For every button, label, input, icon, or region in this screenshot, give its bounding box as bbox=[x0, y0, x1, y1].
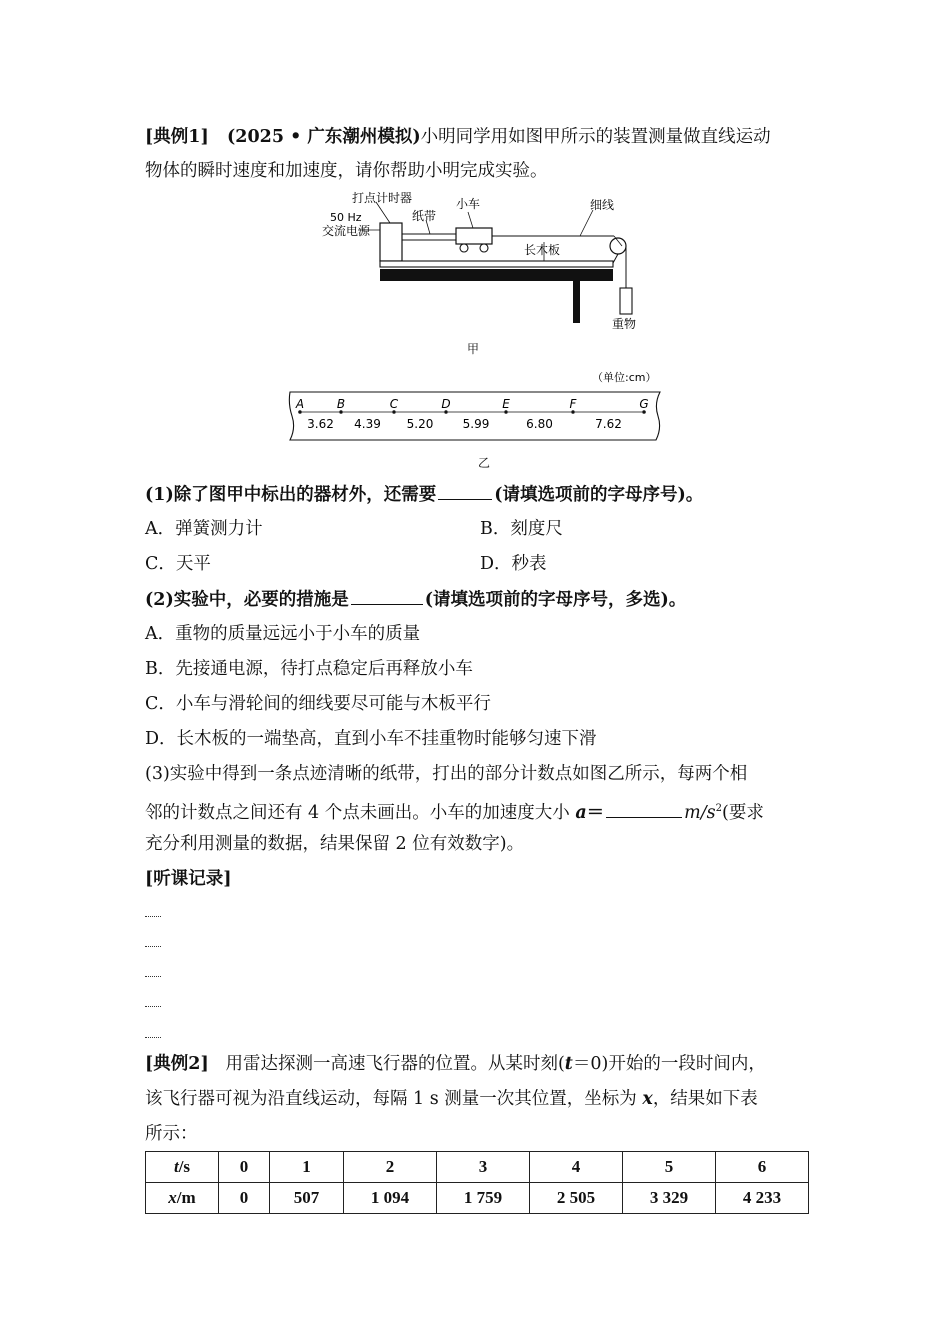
note-line[interactable] bbox=[145, 916, 161, 917]
cart-wheel bbox=[460, 244, 468, 252]
long-board bbox=[380, 261, 613, 267]
label-tape: 纸带 bbox=[412, 209, 437, 223]
point-label: D bbox=[441, 397, 451, 411]
label-timer: 打点计时器 bbox=[352, 191, 413, 205]
example2-line2: 该飞行器可视为沿直线运动，每隔 1 s 测量一次其位置，坐标为 x，结果如下表 bbox=[145, 1089, 758, 1109]
table-cell: 1 094 bbox=[344, 1183, 437, 1214]
figure-b-caption: 乙 bbox=[478, 456, 491, 470]
segment-distance: 6.80 bbox=[526, 417, 553, 431]
label-power: 交流电源 bbox=[322, 224, 371, 238]
label-board: 长木板 bbox=[524, 243, 561, 257]
table-cell: 5 bbox=[623, 1152, 716, 1183]
segment-distance: 7.62 bbox=[595, 417, 622, 431]
q1-option-c[interactable]: C．天平 bbox=[145, 554, 211, 574]
table-cell: 0 bbox=[219, 1152, 270, 1183]
figure-tape bbox=[282, 366, 672, 446]
unit-label: （单位:cm） bbox=[592, 371, 657, 384]
q2-option-c[interactable]: C．小车与滑轮间的细线要尽可能与木板平行 bbox=[145, 694, 491, 714]
example2-line3: 所示： bbox=[145, 1124, 198, 1144]
example1-line2: 物体的瞬时速度和加速度，请你帮助小明完成实验。 bbox=[145, 161, 548, 181]
example2-line1: [典例2] 用雷达探测一高速飞行器的位置。从某时刻(t＝0)开始的一段时间内， bbox=[145, 1054, 766, 1074]
q3-answer-blank[interactable] bbox=[606, 800, 682, 818]
example2-tag: [典例2] bbox=[145, 1054, 209, 1074]
thread-leader bbox=[580, 210, 593, 236]
segment-distance: 5.99 bbox=[462, 417, 490, 431]
point-label: C bbox=[389, 397, 399, 411]
cart-body bbox=[456, 228, 492, 244]
q3-line3: 充分利用测量的数据，结果保留 2 位有效数字)。 bbox=[145, 834, 525, 854]
q1-answer-blank[interactable] bbox=[438, 482, 492, 500]
example1-tag: [典例1] bbox=[145, 127, 209, 147]
note-line[interactable] bbox=[145, 946, 161, 947]
q2-option-a[interactable]: A．重物的质量远远小于小车的质量 bbox=[145, 624, 421, 644]
table-cell: 6 bbox=[716, 1152, 809, 1183]
table-top bbox=[380, 269, 613, 281]
figure-apparatus bbox=[318, 190, 653, 340]
table-cell: 1 759 bbox=[437, 1183, 530, 1214]
table-cell: 4 bbox=[530, 1152, 623, 1183]
table-cell: 3 bbox=[437, 1152, 530, 1183]
note-line[interactable] bbox=[145, 976, 161, 977]
header-time: t/s bbox=[146, 1152, 219, 1183]
q2-option-d[interactable]: D．长木板的一端垫高，直到小车不挂重物时能够匀速下滑 bbox=[145, 729, 597, 749]
point-label: E bbox=[502, 397, 510, 411]
table-cell: 3 329 bbox=[623, 1183, 716, 1214]
label-power-freq: 50 Hz bbox=[330, 211, 362, 224]
timer-leader bbox=[376, 202, 390, 223]
segment-distance: 5.20 bbox=[406, 417, 434, 431]
point-label: B bbox=[336, 397, 346, 411]
table-cell: 507 bbox=[270, 1183, 344, 1214]
table-leg bbox=[573, 281, 580, 323]
q1-stem: (1)除了图甲中标出的器材外，还需要 (请填选项前的字母序号)。 bbox=[145, 482, 703, 507]
point-label: G bbox=[639, 397, 649, 411]
figure-a-caption: 甲 bbox=[467, 342, 480, 356]
q2-answer-blank[interactable] bbox=[351, 587, 423, 605]
q1-option-b[interactable]: B．刻度尺 bbox=[480, 519, 563, 539]
q1-option-a[interactable]: A．弹簧测力计 bbox=[145, 519, 263, 539]
table-cell: 0 bbox=[219, 1183, 270, 1214]
note-line[interactable] bbox=[145, 1037, 161, 1038]
table-cell: 4 233 bbox=[716, 1183, 809, 1214]
q3-line1: (3)实验中得到一条点迹清晰的纸带，打出的部分计数点如图乙所示，每两个相 bbox=[145, 764, 748, 784]
label-weight: 重物 bbox=[612, 317, 637, 331]
example1-source: (2025 • 广东潮州模拟) bbox=[227, 127, 421, 147]
table-row-time bbox=[146, 1152, 809, 1183]
point-label: F bbox=[569, 397, 577, 411]
point-label: A bbox=[295, 397, 305, 411]
note-line[interactable] bbox=[145, 1006, 161, 1007]
q2-option-b[interactable]: B．先接通电源，待打点稳定后再释放小车 bbox=[145, 659, 473, 679]
weight-block bbox=[620, 288, 632, 314]
q3-line2: 邻的计数点之间还有 4 个点未画出。小车的加速度大小 $a= m/s^2$(要求 bbox=[145, 797, 764, 825]
example1-intro: 小明同学用如图甲所示的装置测量做直线运动 bbox=[420, 127, 771, 147]
label-thread: 细线 bbox=[590, 198, 615, 212]
q1-option-d[interactable]: D．秒表 bbox=[480, 554, 547, 574]
example1-line1 bbox=[145, 125, 771, 149]
timer-box bbox=[380, 223, 402, 261]
header-position: x/m bbox=[146, 1183, 219, 1214]
segment-distance: 3.62 bbox=[307, 417, 334, 431]
table-row-position bbox=[146, 1183, 809, 1214]
notes-title: [听课记录] bbox=[145, 869, 232, 889]
table-cell: 2 bbox=[344, 1152, 437, 1183]
table-cell: 2 505 bbox=[530, 1183, 623, 1214]
label-cart: 小车 bbox=[456, 197, 481, 211]
q2-stem: (2)实验中，必要的措施是 (请填选项前的字母序号，多选)。 bbox=[145, 587, 686, 612]
cart-wheel bbox=[480, 244, 488, 252]
position-table bbox=[145, 1151, 809, 1214]
segment-distance: 4.39 bbox=[354, 417, 381, 431]
cart-leader bbox=[468, 212, 473, 228]
table-cell: 1 bbox=[270, 1152, 344, 1183]
